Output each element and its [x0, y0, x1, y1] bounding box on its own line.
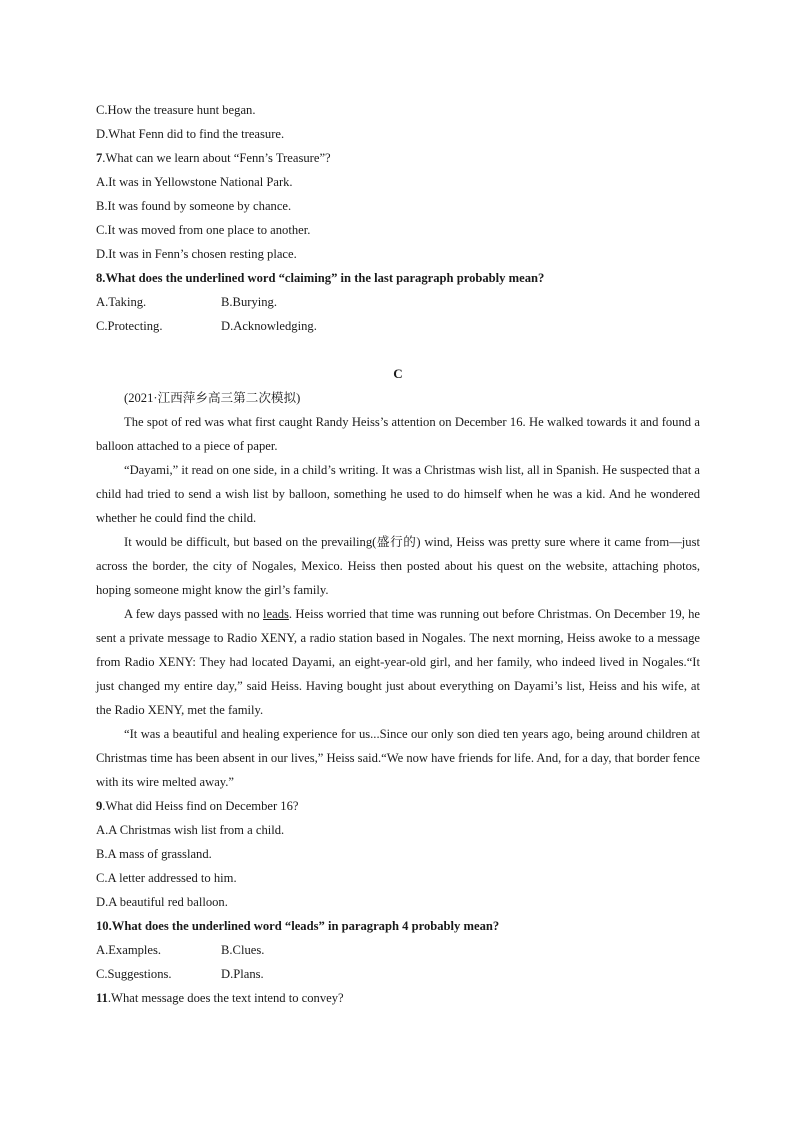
q6-option-c: C.How the treasure hunt began.: [96, 103, 256, 117]
question-number: 7: [96, 151, 103, 165]
q8-option-b: B.Burying.: [221, 295, 277, 309]
q10-option-d: D.Plans.: [221, 967, 264, 981]
question-text: .What does the underlined word “leads” in paragraph 4 probably mean?: [108, 919, 500, 933]
question-text: .What message does the text intend to convey?: [107, 991, 344, 1005]
q8-option-c: C.Protecting.: [96, 319, 163, 333]
question-text: .What can we learn about “Fenn’s Treasure”?: [102, 151, 331, 165]
question-7: [96, 146, 700, 170]
q10-option-a: A.Examples.: [96, 943, 162, 957]
passage-paragraph-5: “It was a beautiful and healing experience for us...Since our only son died ten years ago, being around children at Christmas time has been absent in our lives,” Heiss said.“We now have friends for life. And, for a day, that border fence with its wire melted away.”: [96, 727, 700, 789]
page-content: [96, 98, 700, 1010]
question-text: .What does the underlined word “claiming” in the last paragraph probably mean?: [102, 271, 545, 285]
q9-option-b: B.A mass of grassland.: [96, 847, 212, 861]
q8-option-a: A.Taking.: [96, 295, 147, 309]
paragraph-text: . Heiss worried that time was running out before Christmas. On December 19, he sent a private message to Radio XENY, a radio station based in Nogales. The next morning, Heiss awoke to a message from Radio XENY: They had located Dayami, an eight-year-old girl, and her family, who indeed lived in Nogales.“It just changed my entire day,” said Heiss. Having bought just about everything on Dayami’s list, Heiss and his wife, at the Radio XENY, met the family.: [96, 607, 701, 717]
passage-paragraph-2: “Dayami,” it read on one side, in a child’s writing. It was a Christmas wish list, all in Spanish. He suspected that a child had tried to send a wish list by balloon, something he used to do himself when he was a kid. And he wondered whether he could find the child.: [96, 463, 700, 525]
question-number: 10: [96, 919, 109, 933]
q8-options-row-2: [96, 314, 700, 338]
q10-option-b: B.Clues.: [221, 943, 265, 957]
q10-option-c: C.Suggestions.: [96, 967, 172, 981]
q8-options-row-1: [96, 290, 700, 314]
paragraph-text: A few days passed with no: [124, 607, 264, 621]
q9-option-c: C.A letter addressed to him.: [96, 871, 237, 885]
section-heading: C: [393, 366, 403, 381]
q7-option-d: D.It was in Fenn’s chosen resting place.: [96, 247, 297, 261]
question-10: [96, 914, 700, 938]
q10-options-row-2: [96, 962, 700, 986]
q7-option-c: C.It was moved from one place to another.: [96, 223, 311, 237]
passage-paragraph-3: It would be difficult, but based on the prevailing(盛行的) wind, Heiss was pretty sure where it came from—just across the border, the city of Nogales, Mexico. Heiss then posted about his quest on the website, attaching photos, hoping someone might know the girl’s family.: [96, 535, 700, 597]
q8-option-d: D.Acknowledging.: [221, 319, 317, 333]
passage-paragraph-4: [96, 602, 700, 722]
question-text: .What did Heiss find on December 16?: [102, 799, 299, 813]
question-number: 9: [96, 799, 103, 813]
q7-option-a: A.It was in Yellowstone National Park.: [96, 175, 293, 189]
q7-option-b: B.It was found by someone by chance.: [96, 199, 292, 213]
q10-options-row-1: [96, 938, 700, 962]
underlined-word: leads: [263, 607, 289, 621]
passage-paragraph-1: The spot of red was what first caught Randy Heiss’s attention on December 16. He walked towards it and found a balloon attached to a piece of paper.: [96, 415, 700, 453]
q9-option-d: D.A beautiful red balloon.: [96, 895, 228, 909]
question-9: [96, 794, 700, 818]
q6-option-d: D.What Fenn did to find the treasure.: [96, 127, 285, 141]
question-number: 11: [96, 991, 108, 1005]
question-11: [96, 986, 700, 1010]
question-8: [96, 266, 700, 290]
passage-source: (2021·江西萍乡高三第二次模拟): [124, 391, 301, 405]
question-number: 8: [96, 271, 103, 285]
q9-option-a: A.A Christmas wish list from a child.: [96, 823, 285, 837]
